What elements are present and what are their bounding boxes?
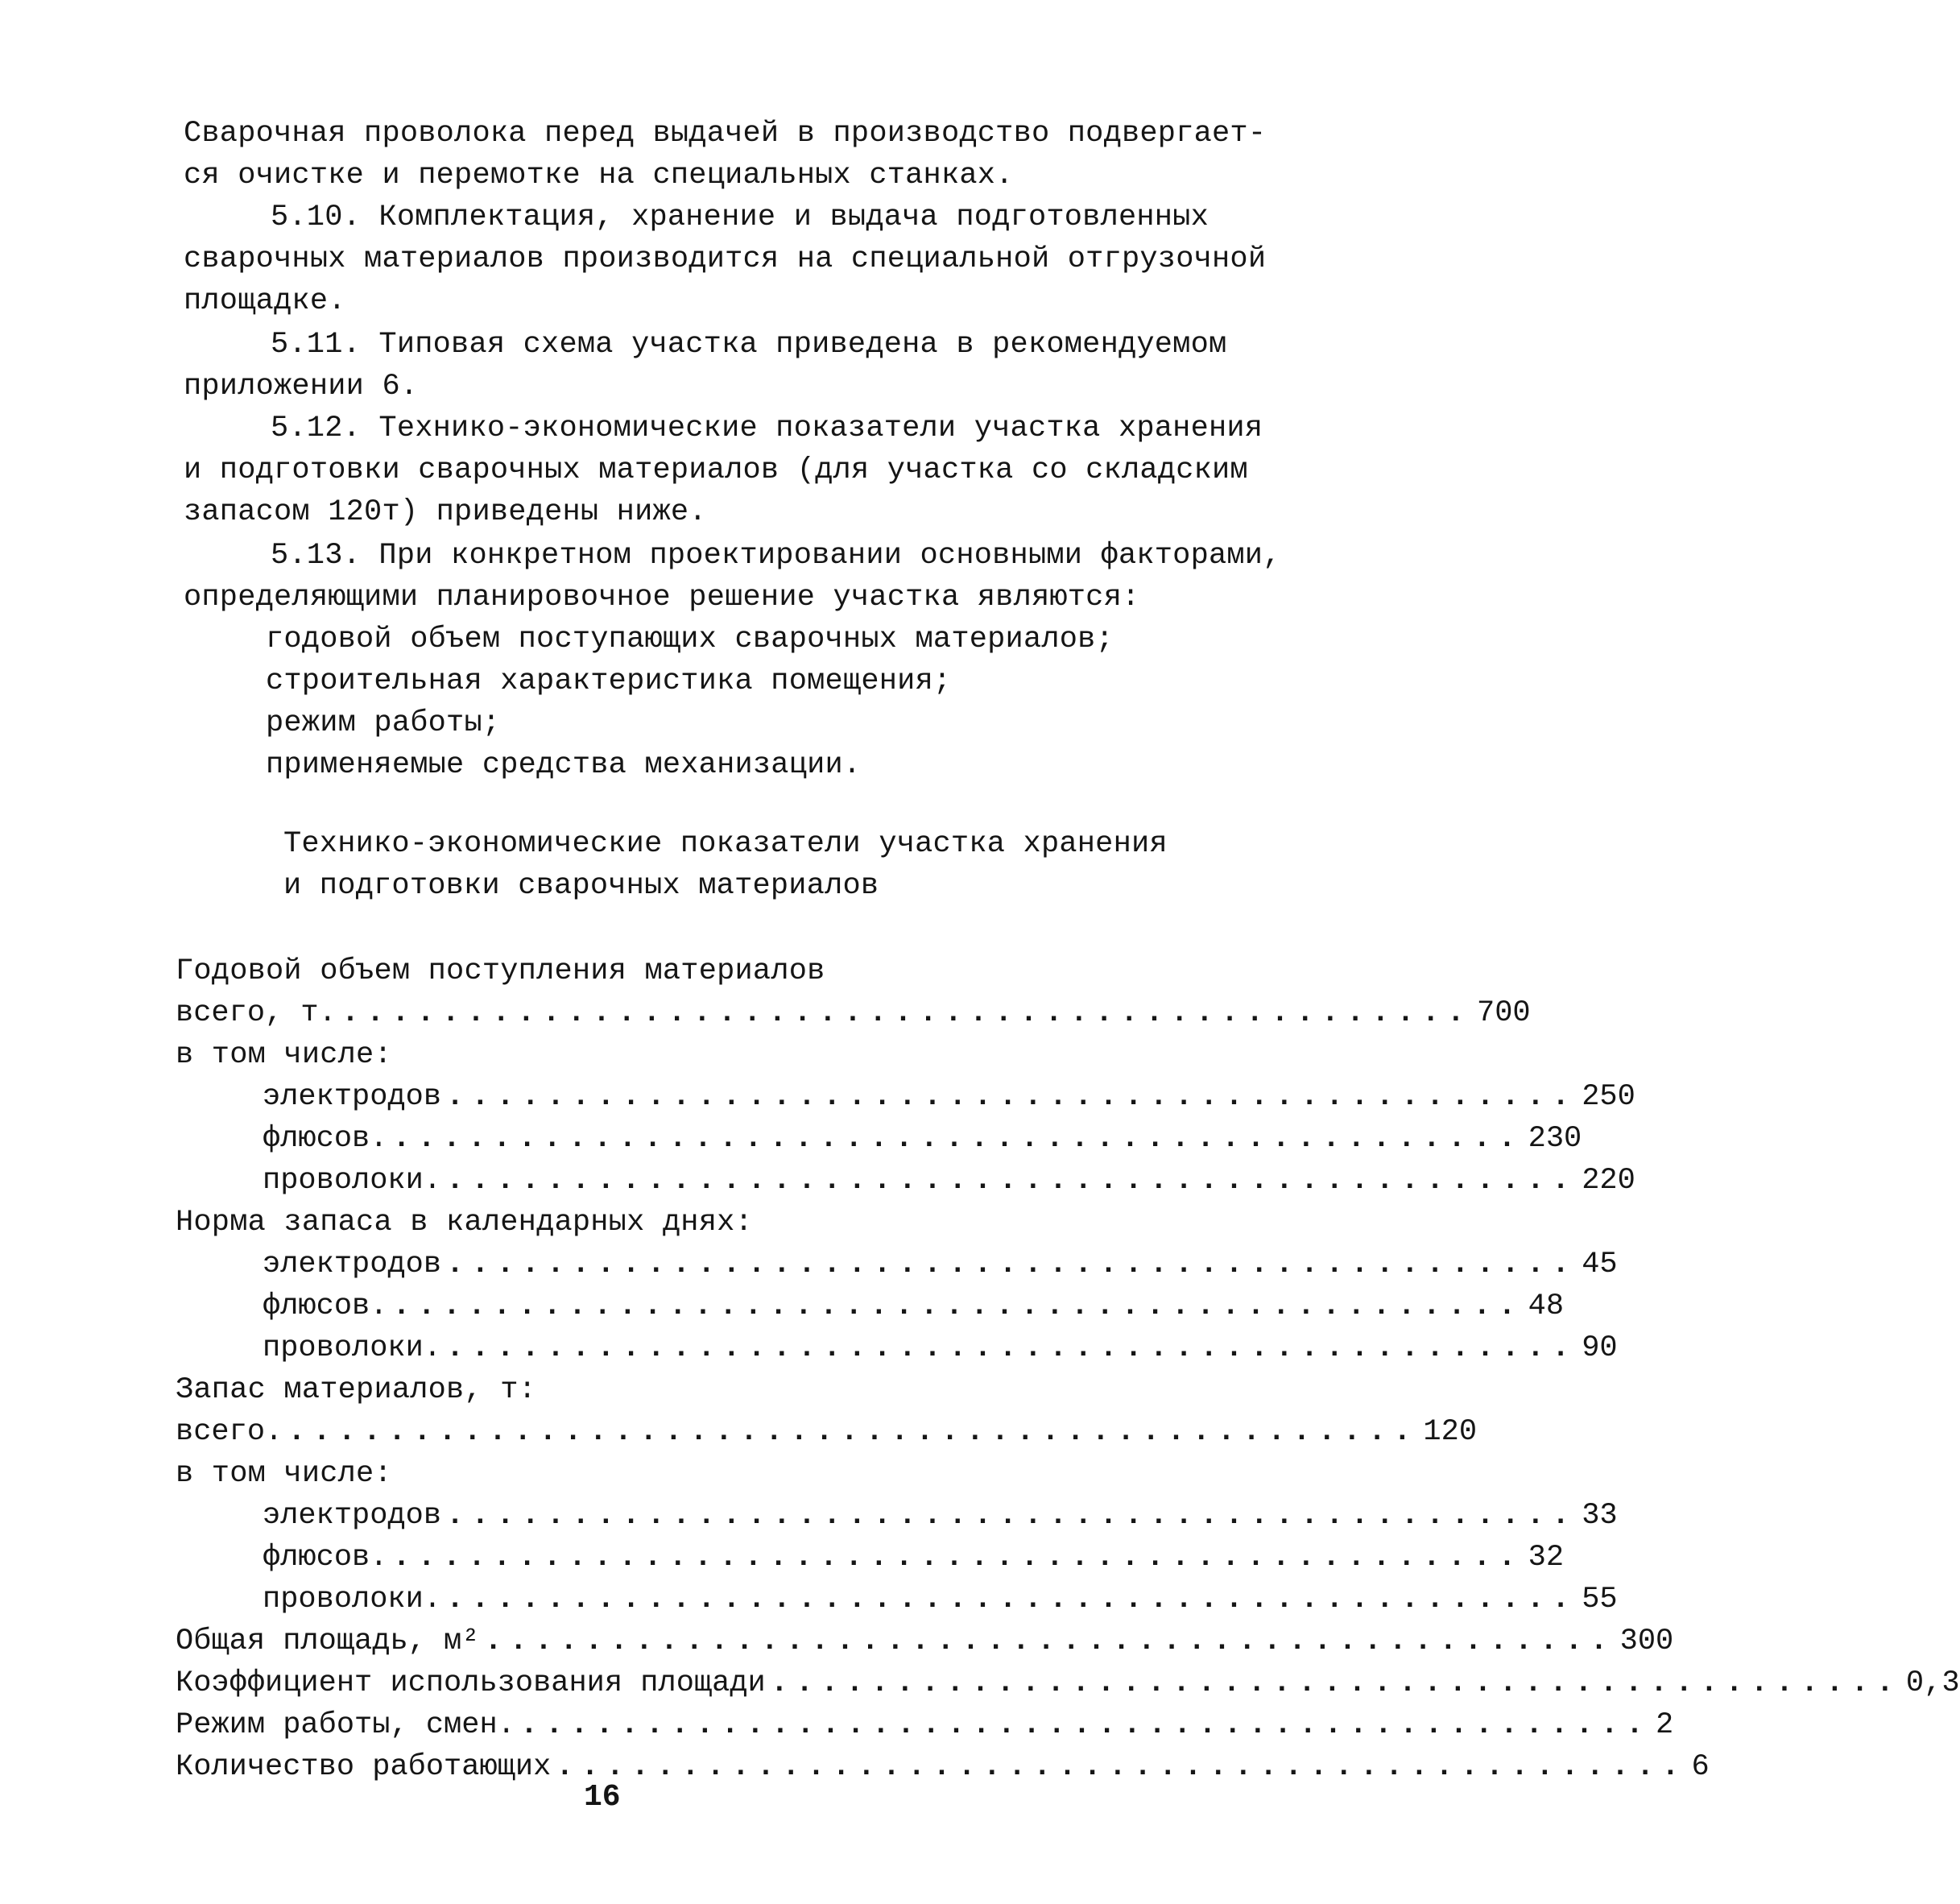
table-row: флюсов. ............................................. 230 <box>263 1122 1582 1156</box>
table-row: Общая площадь, м² ............................................. 300 <box>176 1625 1674 1658</box>
table-row: электродов ............................................. 33 <box>263 1499 1618 1533</box>
table-row: проволоки. ............................................. 90 <box>263 1331 1618 1365</box>
subheading: в том числе: <box>176 1457 392 1491</box>
section-heading: Запас материалов, т: <box>176 1373 537 1407</box>
table-row: всего. ............................................. 120 <box>176 1415 1478 1449</box>
table-row: Коэффициент использования площади ............................................. 0,3 <box>176 1666 1960 1700</box>
table-row: флюсов. ............................................. 48 <box>263 1289 1565 1323</box>
table-row: электродов ............................................. 250 <box>263 1080 1635 1114</box>
page-number: 16 <box>584 1780 621 1815</box>
text-line: ся очистке и перемотке на специальных станках. <box>184 159 1014 192</box>
text-line: определяющими планировочное решение участка являются: <box>184 581 1140 615</box>
table-row: проволоки. ............................................. 220 <box>263 1164 1635 1198</box>
list-item: применяемые средства механизации. <box>266 748 862 782</box>
list-item: годовой объем поступающих сварочных материалов; <box>266 623 1114 656</box>
text-line: Сварочная проволока перед выдачей в производство подвергает- <box>184 117 1267 151</box>
paragraph-5-11: 5.11. Типовая схема участка приведена в рекомендуемом <box>271 328 1227 362</box>
text-line: площадке. <box>184 284 346 318</box>
table-row: проволоки. ............................................. 55 <box>263 1583 1618 1616</box>
table-title: Технико-экономические показатели участка хранения <box>283 827 1168 861</box>
paragraph-5-13: 5.13. При конкретном проектировании основными факторами, <box>271 539 1281 573</box>
table-title: и подготовки сварочных материалов <box>283 869 879 903</box>
text-line: приложении 6. <box>184 370 419 404</box>
table-row: флюсов. ............................................. 32 <box>263 1541 1565 1575</box>
table-row: всего, т. ............................................. 700 <box>176 996 1531 1030</box>
list-item: режим работы; <box>266 706 501 740</box>
text-line: сварочных материалов производится на специальной отгрузочной <box>184 242 1267 276</box>
list-item: строительная характеристика помещения; <box>266 664 952 698</box>
table-row: Режим работы, смен. ............................................. 2 <box>176 1708 1674 1742</box>
text-line: запасом 120т) приведены ниже. <box>184 495 707 529</box>
table-row: электродов ............................................. 45 <box>263 1248 1618 1281</box>
section-heading: Норма запаса в календарных днях: <box>176 1206 753 1240</box>
section-heading: Годовой объем поступления материалов <box>176 954 825 988</box>
paragraph-5-12: 5.12. Технико-экономические показатели участка хранения <box>271 412 1263 445</box>
paragraph-5-10: 5.10. Комплектация, хранение и выдача подготовленных <box>271 201 1209 234</box>
subheading: в том числе: <box>176 1038 392 1072</box>
text-line: и подготовки сварочных материалов (для участка со складским <box>184 453 1248 487</box>
table-row: Количество работающих ............................................. 6 <box>176 1750 1710 1784</box>
